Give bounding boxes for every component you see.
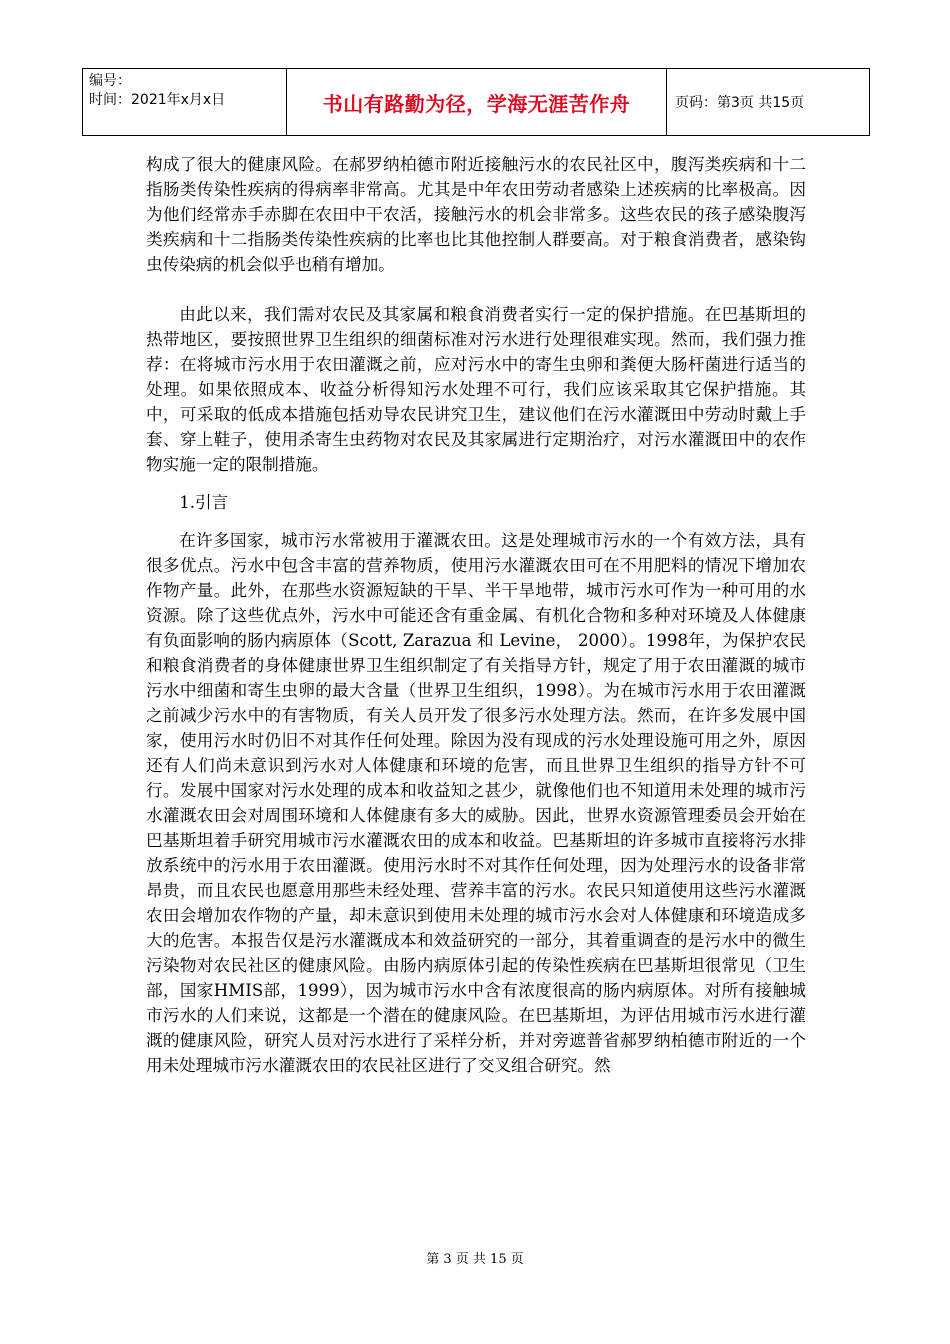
- header-motto-cell: [287, 69, 667, 136]
- section-heading-introduction: 1.引言: [179, 493, 229, 512]
- header-page-label: 页码：第3页 共15页: [675, 95, 805, 111]
- doc-time-label: 时间：2021年x月x日: [89, 92, 226, 108]
- header-motto: 书山有路勤为径，学海无涯苦作舟: [322, 91, 631, 116]
- doc-number-label: 编号：: [89, 73, 131, 89]
- document-body: [146, 152, 806, 1078]
- header-page-cell: [667, 69, 870, 136]
- paragraph-continued: 构成了很大的健康风险。在郝罗纳柏德市附近接触污水的农民社区中，腹泻类疾病和十二指肠类传染性疾病的得病率非常高。尤其是中年农田劳动者感染上述疾病的比率极高。因为他们经常赤手赤脚在农田中干农活，接触污水的机会非常多。这些农民的孩子感染腹泻类疾病和十二指肠类传染性疾病的比率也比其他控制人群要高。对于粮食消费者，感染钩虫传染病的机会似乎也稍有增加。: [146, 155, 806, 274]
- paragraph-protection-measures: 由此以来，我们需对农民及其家属和粮食消费者实行一定的保护措施。在巴基斯坦的热带地区，要按照世界卫生组织的细菌标准对污水进行处理很难实现。然而，我们强力推荐：在将城市污水用于农田灌溉之前，应对污水中的寄生虫卵和粪便大肠杆菌进行适当的处理。如果依照成本、收益分析得知污水处理不可行，我们应该采取其它保护措施。其中，可采取的低成本措施包括劝导农民讲究卫生，建议他们在污水灌溉田中劳动时戴上手套、穿上鞋子，使用杀寄生虫药物对农民及其家属进行定期治疗，对污水灌溉田中的农作物实施一定的限制措施。: [146, 305, 806, 474]
- header-meta-cell: [83, 69, 287, 136]
- paragraph-introduction: 在许多国家，城市污水常被用于灌溉农田。这是处理城市污水的一个有效方法，具有很多优点。污水中包含丰富的营养物质，使用污水灌溉农田可在不用肥料的情况下增加农作物产量。此外，在那些水资源短缺的干旱、半干旱地带，城市污水可作为一种可用的水资源。除了这些优点外，污水中可能还含有重金属、有机化合物和多种对环境及人体健康有负面影响的肠内病原体（Scott, Zarazua 和 Levine， 2000）。1998年，为保护农民和粮食消费者的身体健康世界卫生组织制定了有关指导方针，规定了用于农田灌溉的城市污水中细菌和寄生虫卵的最大含量（世界卫生组织，1998）。为在城市污水用于农田灌溉之前减少污水中的有害物质，有关人员开发了很多污水处理方法。然而，在许多发展中国家，使用污水时仍旧不对其作任何处理。除因为没有现成的污水处理设施可用之外，原因还有人们尚未意识到污水对人体健康和环境的危害，而且世界卫生组织的指导方针不可行。发展中国家对污水处理的成本和收益知之甚少，就像他们也不知道用未处理的城市污水灌溉农田会对周围环境和人体健康有多大的威胁。因此，世界水资源管理委员会开始在巴基斯坦着手研究用城市污水灌溉农田的成本和收益。巴基斯坦的许多城市直接将污水排放系统中的污水用于农田灌溉。使用污水时不对其作任何处理，因为处理污水的设备非常昂贵，而且农民也愿意用那些未经处理、营养丰富的污水。农民只知道使用这些污水灌溉农田会增加农作物的产量，却未意识到使用未处理的城市污水会对人体健康和环境造成多大的危害。本报告仅是污水灌溉成本和效益研究的一部分，其着重调查的是污水中的微生污染物对农民社区的健康风险。由肠内病原体引起的传染性疾病在巴基斯坦很常见（卫生部，国家HMIS部，1999），因为城市污水中含有浓度很高的肠内病原体。对所有接触城市污水的人们来说，这都是一个潜在的健康风险。在巴基斯坦，为评估用城市污水进行灌溉的健康风险，研究人员对污水进行了采样分析，并对旁遮普省郝罗纳柏德市附近的一个用未处理城市污水灌溉农田的农民社区进行了交叉组合研究。然: [146, 531, 806, 1075]
- page-footer: 第 3 页 共 15 页: [426, 1252, 524, 1267]
- document-header: [82, 68, 870, 136]
